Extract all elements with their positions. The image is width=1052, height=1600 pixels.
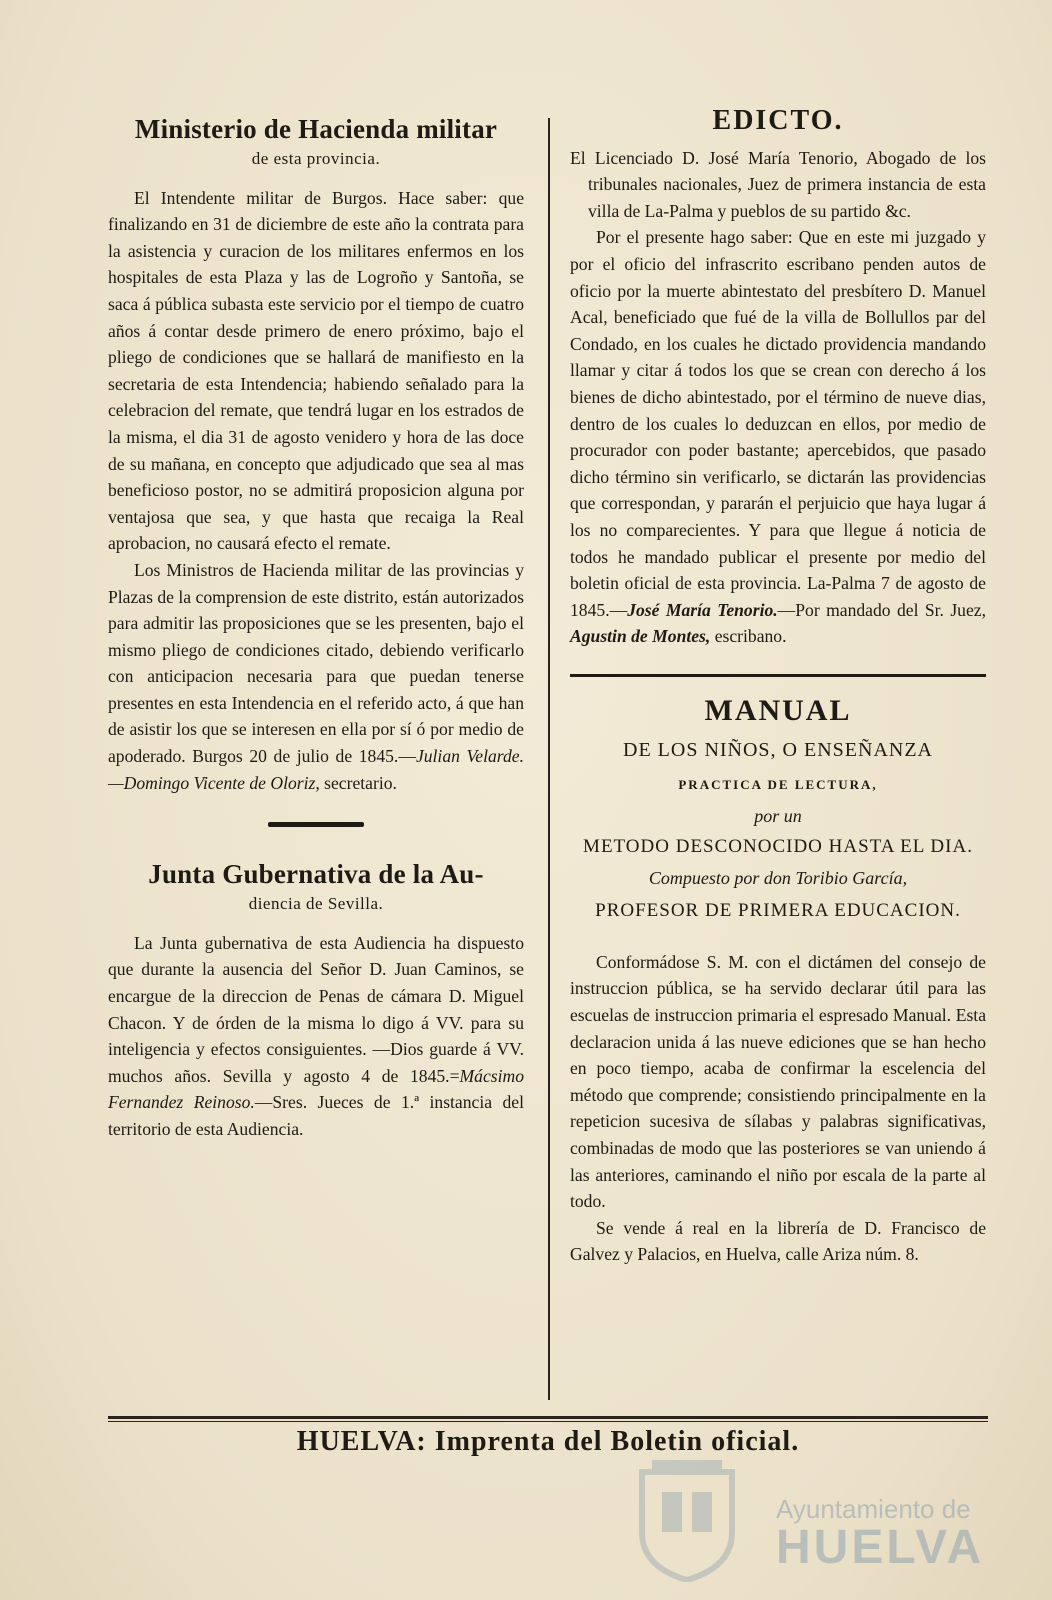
edicto-paragraph-2: Por el presente hago saber: Que en este mi juzgado y por el oficio del infrascrito escribano penden autos de oficio por la muerte abintestato del presbítero D. Manuel Acal, beneficiado que fué de la villa de Bollullos par del Condado, en los cuales he dictado providencia mandando llamar y citar á todos los que se crean con derecho á los bienes de dicho abintestado, por el término de nueve dias, dentro de los cuales lo deduzcan en ellos, por medio de procurador con poder bastante; apercebidos, que pasado dicho término sin verificarlo, se dictarán las providencias que correspondan, y pararán el perjuicio que haya lugar á los no comparecientes. Y para que llegue á noticia de todos he mandado publicar el presente por medio del boletin oficial de esta provincia. La-Palma 7 de agosto de 1845.—José María Tenorio.—Por mandado del Sr. Juez, Agustin de Montes, escribano. xyxy=(570,227,986,647)
ministerio-paragraph-1: El Intendente militar de Burgos. Hace saber: que finalizando en 31 de diciembre de este año la contrata para la asistencia y curacion de los militares enfermos en los hospitales de esta Plaza y las de Logroño y Santoña, se saca á pública subasta este servicio por el tiempo de cuatro años á contar desde primero de enero próximo, bajo el pliego de condiciones que se hallará de manifiesto en la secretaria de esta Intendencia; habiendo señalado para la celebracion del remate, que tendrá lugar en los estrados de la misma, el dia 31 de agosto venidero y hora de las doce de su mañana, en concepto que adjudicado que sea al mas beneficioso postor, no se admitirá proposicion alguna por ventajosa que sea, y que hasta que recaiga la Real aprobacion, no causará efecto el remate. xyxy=(108,187,524,554)
right-column xyxy=(570,105,986,1268)
left-column xyxy=(108,112,524,1143)
manual-title: MANUAL xyxy=(704,693,852,727)
manual-paragraph-2: Se vende á real en la librería de D. Francisco de Galvez y Palacios, en Huelva, calle Ariza núm. 8. xyxy=(570,1217,986,1265)
manual-subtitle: DE LOS NIÑOS, O ENSEÑANZA xyxy=(623,738,933,761)
watermark-line-1: Ayuntamiento de xyxy=(776,1494,971,1524)
footer-rule xyxy=(108,1416,988,1419)
footer-rule-thin xyxy=(108,1421,988,1422)
section-divider xyxy=(268,822,364,827)
imprint-footer: HUELVA: Imprenta del Boletin oficial. xyxy=(296,1426,800,1457)
junta-paragraph: La Junta gubernativa de esta Audiencia ha dispuesto que durante la ausencia del Señor D. Juan Caminos, se encargue de la direccion de Penas de cámara D. Miguel Chacon. Y de órden de la misma lo digo á VV. para su inteligencia y efectos consiguientes. —Dios guarde á VV. muchos años. Sevilla y agosto 4 de 1845.=Mácsimo Fernandez Reinoso.—Sres. Jueces de 1.ª instancia del territorio de esta Audiencia. xyxy=(108,932,524,1139)
edicto-title: EDICTO. xyxy=(712,105,844,136)
article-title-ministerio: Ministerio de Hacienda militar xyxy=(134,114,498,144)
watermark-line-2: HUELVA xyxy=(776,1521,985,1574)
edicto-signature-clerk: Agustin de Montes, xyxy=(570,626,711,647)
article-subtitle-ministerio: de esta provincia. xyxy=(251,149,381,168)
manual-author-title: PROFESOR DE PRIMERA EDUCACION. xyxy=(595,899,961,921)
ministerio-signatures: Julian Velarde.—Domingo Vicente de Oloriz, xyxy=(108,746,524,793)
edicto-paragraph-1: El Licenciado D. José María Tenorio, Abogado de los tribunales nacionales, Juez de primera instancia de esta villa de La-Palma y pueblos de su partido &c. xyxy=(570,147,986,221)
article-title-junta: Junta Gubernativa de la Au- xyxy=(148,859,484,890)
manual-subtitle-2: PRACTICA DE LECTURA, xyxy=(678,776,878,792)
section-rule xyxy=(570,674,986,677)
city-crest-icon xyxy=(632,1452,742,1582)
column-divider xyxy=(548,118,550,1400)
manual-method: METODO DESCONOCIDO HASTA EL DIA. xyxy=(583,835,973,857)
edicto-signature-judge: José María Tenorio. xyxy=(627,599,778,620)
article-subtitle-junta: diencia de Sevilla. xyxy=(248,894,384,914)
manual-por-un: por un xyxy=(754,805,802,826)
manual-author: Compuesto por don Toribio García, xyxy=(648,867,908,888)
ministerio-paragraph-2: Los Ministros de Hacienda militar de las provincias y Plazas de la comprension de este distrito, están autorizados para admitir las proposiciones que se les presenten, bajo el mismo pliego de condiciones citado, debiendo verificarlo con anticipacion necesaria para que puedan tenerse presentes en esta Intendencia en el referido acto, á que han de asistir los que se interesen en ella por sí ó por medio de apoderado. Burgos 20 de julio de 1845.—Julian Velarde.—Domingo Vicente de Oloriz, secretario. xyxy=(108,559,524,793)
junta-signature: Mácsimo Fernandez Reinoso. xyxy=(108,1065,524,1113)
manual-paragraph-1: Conformádose S. M. con el dictámen del consejo de instruccion pública, se ha servido declarar útil para las escuelas de instruccion primaria el espresado Manual. Esta declaracion unida á las nueve ediciones que se han hecho en poco tiempo, acaba de confirmar la escelencia del método que comprende; consistiendo principalmente en la repeticion sucesiva de sílabas y palabras significativas, combinadas de modo que las posteriores se van uniendo á las anteriores, caminando el niño por escala de la parte al todo. xyxy=(570,951,986,1212)
